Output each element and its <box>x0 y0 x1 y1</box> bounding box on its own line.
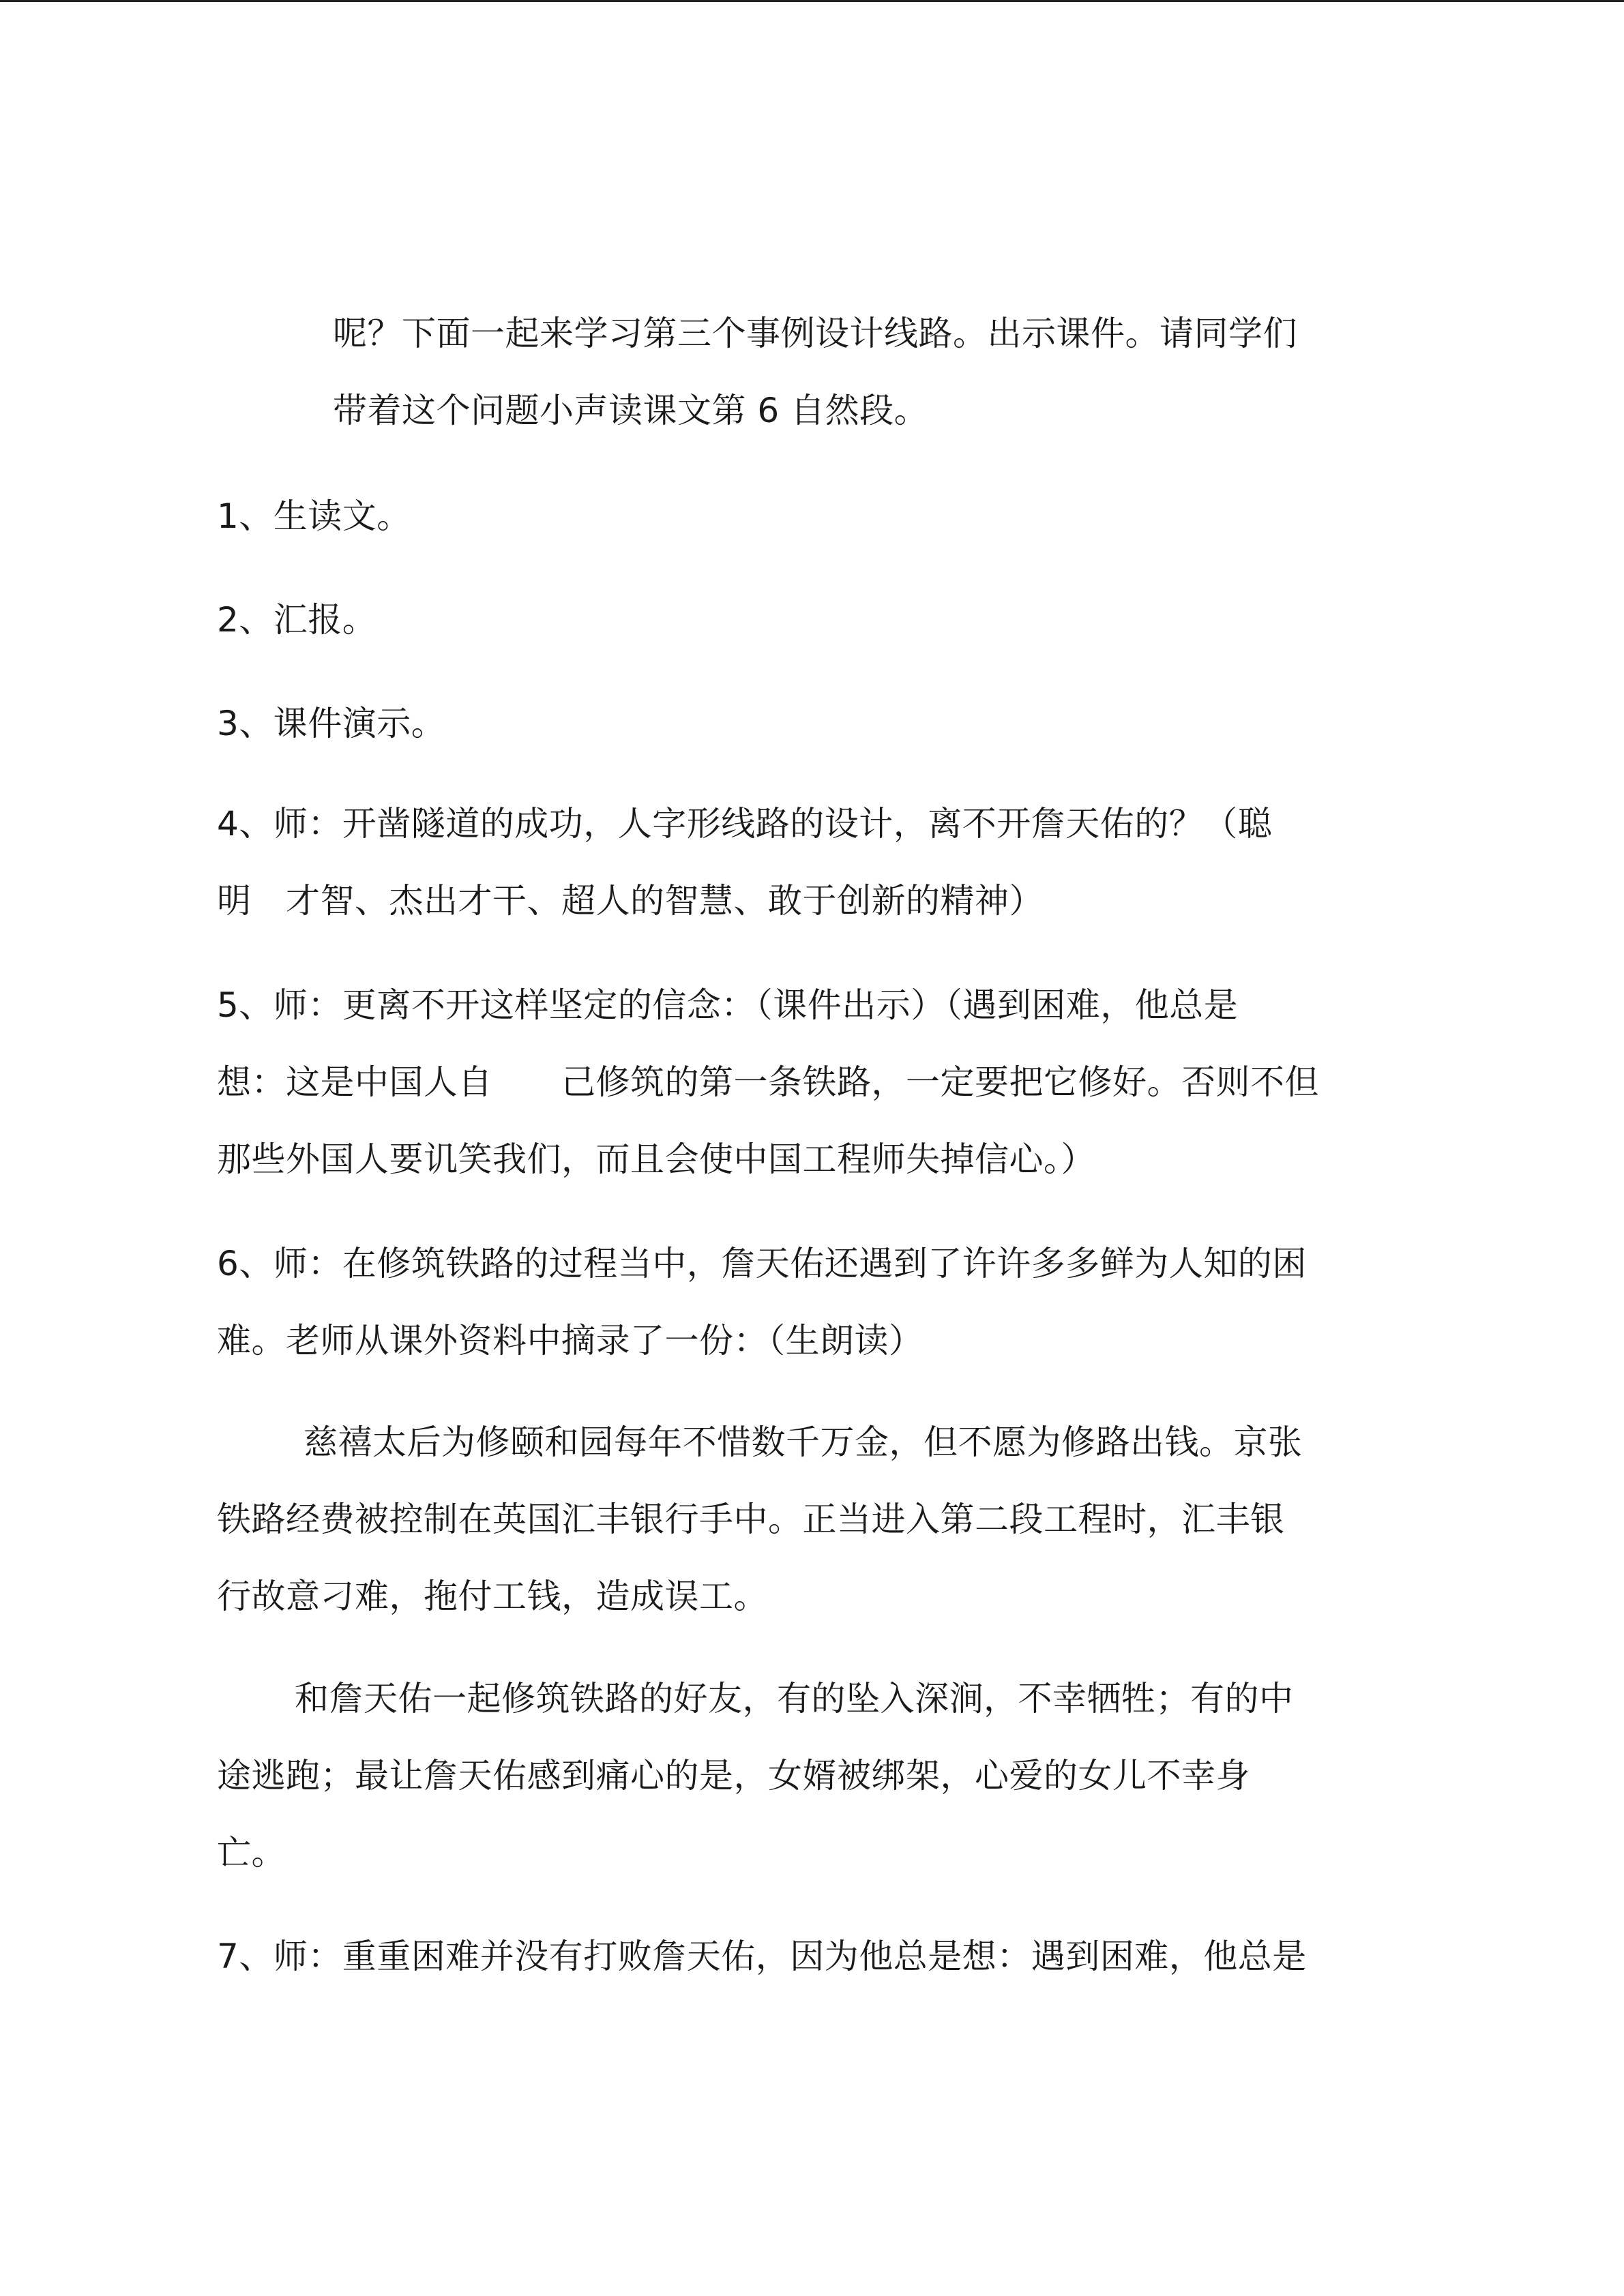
quote-paragraph-1-line-1: 慈禧太后为修颐和园每年不惜数千万金，但不愿为修路出钱。京张 <box>304 1422 1303 1462</box>
quote-paragraph-2-line-2: 途逃跑；最让詹天佑感到痛心的是，女婿被绑架，心爱的女儿不幸身 <box>217 1756 1250 1795</box>
list-item-4-line-2: 明 才智、杰出才干、超人的智慧、敢于创新的精神） <box>217 881 1044 921</box>
list-item-3: 3、课件演示。 <box>217 704 446 743</box>
list-item-6-line-2: 难。老师从课外资料中摘录了一份：（生朗读） <box>217 1321 924 1360</box>
list-item-5-line-3: 那些外国人要讥笑我们，而且会使中国工程师失掉信心。） <box>217 1139 1095 1179</box>
text-line-intro-2: 带着这个问题小声读课文第 6 自然段。 <box>333 391 929 430</box>
list-item-4-line-1: 4、师：开凿隧道的成功，人字形线路的设计，离不开詹天佑的？（聪 <box>217 804 1273 844</box>
list-item-2: 2、汇报。 <box>217 600 377 640</box>
list-item-5-line-2: 想：这是中国人自 己修筑的第一条铁路，一定要把它修好。否则不但 <box>217 1062 1319 1102</box>
quote-paragraph-1-line-2: 铁路经费被控制在英国汇丰银行手中。正当进入第二段工程时，汇丰银 <box>217 1500 1285 1539</box>
list-item-1: 1、生读文。 <box>217 496 411 536</box>
quote-paragraph-1-line-3: 行故意刁难，拖付工钱，造成误工。 <box>217 1577 768 1616</box>
list-item-6-line-1: 6、师：在修筑铁路的过程当中，詹天佑还遇到了许许多多鲜为人知的困 <box>217 1244 1307 1283</box>
list-item-7-line-1: 7、师：重重困难并没有打败詹天佑，因为他总是想：遇到困难，他总是 <box>217 1937 1307 1976</box>
quote-paragraph-2-line-1: 和詹天佑一起修筑铁路的好友，有的坠入深涧，不幸牺牲；有的中 <box>295 1679 1294 1718</box>
list-item-5-line-1: 5、师：更离不开这样坚定的信念：（课件出示）（遇到困难，他总是 <box>217 985 1239 1025</box>
text-line-intro-1: 呢？下面一起来学习第三个事例设计线路。出示课件。请同学们 <box>333 314 1297 353</box>
quote-paragraph-2-line-3: 亡。 <box>217 1833 286 1873</box>
